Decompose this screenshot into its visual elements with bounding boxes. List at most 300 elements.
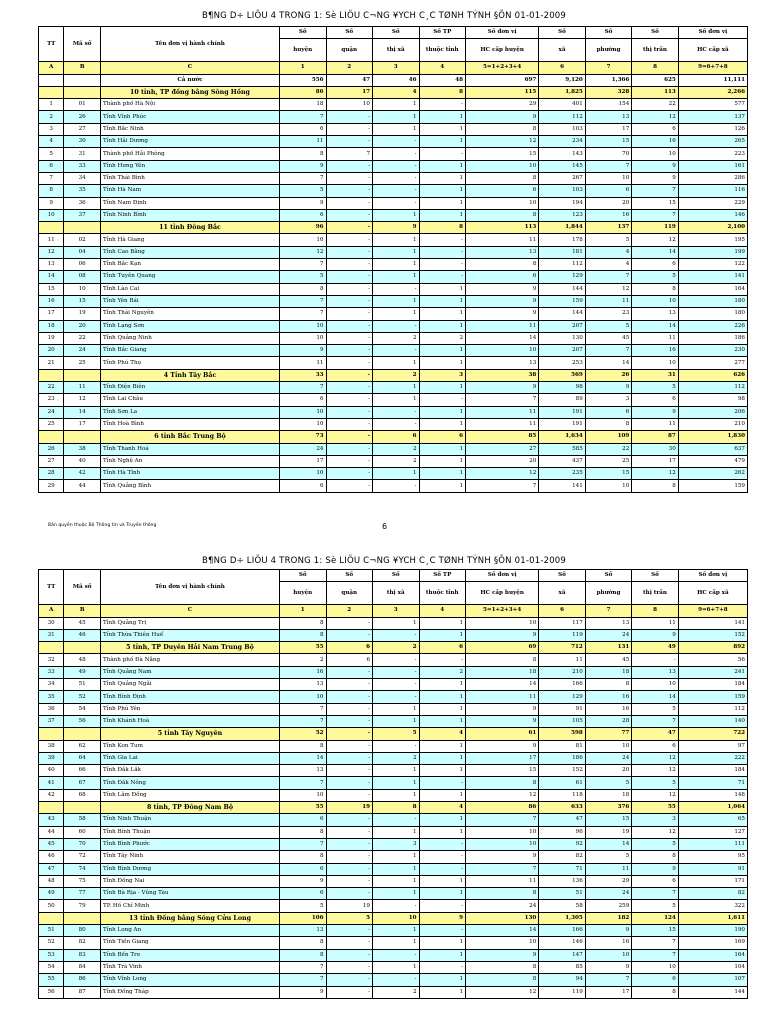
- cell-value: 15: [632, 197, 679, 209]
- cell-value: 1: [373, 394, 420, 406]
- cell-value: 712: [539, 642, 586, 654]
- cell-value: 14: [280, 752, 327, 764]
- cell-value: -: [326, 703, 373, 715]
- table-row: [39, 691, 748, 703]
- cell-value: 11: [585, 295, 632, 307]
- cell-tt: 4: [39, 136, 64, 148]
- cell-value: 222: [678, 752, 747, 764]
- column-index: 8: [632, 605, 679, 617]
- cell-ten-don-vi: Tỉnh Lâm Đồng: [101, 789, 280, 801]
- cell-tt: 32: [39, 654, 64, 666]
- cell-value: 9: [466, 949, 539, 961]
- cell-value: -: [326, 937, 373, 949]
- cell-ten-don-vi: Tỉnh Lào Cai: [101, 283, 280, 295]
- cell-value: 8: [419, 86, 466, 98]
- cell-value: 18: [280, 99, 327, 111]
- cell-value: 45: [585, 654, 632, 666]
- cell-value: 98: [539, 382, 586, 394]
- table-row: [39, 136, 748, 148]
- cell-value: 145: [539, 160, 586, 172]
- cell-value: 144: [539, 308, 586, 320]
- cell-value: 1: [373, 271, 420, 283]
- cell-value: 24: [280, 443, 327, 455]
- cell-value: 13: [466, 357, 539, 369]
- cell-value: 10: [280, 691, 327, 703]
- cell-value: 154: [585, 99, 632, 111]
- cell-ma-so: 80: [64, 925, 101, 937]
- cell-value: 112: [539, 259, 586, 271]
- cell-value: 86: [466, 802, 539, 814]
- column-index: 9=6+7+8: [678, 62, 747, 74]
- cell-tt: 9: [39, 197, 64, 209]
- cell-value: 4: [373, 86, 420, 98]
- cell-tt: 3: [39, 123, 64, 135]
- table-row: [39, 715, 748, 727]
- cell-value: 14: [585, 838, 632, 850]
- table-row: [39, 925, 748, 937]
- cell-value: 141: [539, 480, 586, 492]
- cell-ten-don-vi: Tỉnh Sơn La: [101, 406, 280, 418]
- col-header-hc-cap-xa: HC cấp xã: [678, 39, 747, 62]
- cell-value: 51: [539, 888, 586, 900]
- cell-value: 29: [585, 875, 632, 887]
- cell-value: 5: [280, 271, 327, 283]
- cell-value: 262: [678, 468, 747, 480]
- cell-value: -: [326, 295, 373, 307]
- cell-value: 166: [539, 925, 586, 937]
- cell-value: -: [373, 283, 420, 295]
- col-header-so: Số: [585, 570, 632, 582]
- cell-value: 1: [419, 443, 466, 455]
- cell-ten-don-vi: Tỉnh Đắk Lắk: [101, 765, 280, 777]
- cell-value: 58: [539, 900, 586, 912]
- cell-value: 3: [632, 814, 679, 826]
- cell-value: 2,100: [678, 222, 747, 234]
- cell-value: -: [326, 320, 373, 332]
- cell-tt: [39, 728, 64, 740]
- cell-tt: 24: [39, 406, 64, 418]
- cell-value: -: [419, 863, 466, 875]
- cell-tt: 53: [39, 949, 64, 961]
- cell-tt: 1: [39, 99, 64, 111]
- cell-value: 15: [585, 468, 632, 480]
- cell-value: 105: [539, 715, 586, 727]
- cell-value: 2: [373, 455, 420, 467]
- cell-value: 191: [539, 418, 586, 430]
- cell-value: 1: [373, 209, 420, 221]
- cell-ten-don-vi: Tỉnh Hưng Yên: [101, 160, 280, 172]
- cell-value: 6: [280, 394, 327, 406]
- region-subtotal-row: [39, 369, 748, 381]
- cell-tt: 54: [39, 961, 64, 973]
- cell-value: 8: [280, 283, 327, 295]
- cell-value: 1: [373, 777, 420, 789]
- cell-value: 8: [280, 937, 327, 949]
- cell-ten-don-vi: Tỉnh Ninh Bình: [101, 209, 280, 221]
- cell-value: -: [373, 814, 420, 826]
- cell-value: -: [326, 617, 373, 629]
- cell-value: 1: [419, 752, 466, 764]
- cell-value: 1: [419, 765, 466, 777]
- table-row: [39, 480, 748, 492]
- cell-ma-so: [64, 642, 101, 654]
- cell-tt: 18: [39, 320, 64, 332]
- cell-value: 206: [678, 406, 747, 418]
- cell-value: 1: [373, 937, 420, 949]
- cell-value: 1,305: [539, 912, 586, 924]
- cell-value: 186: [678, 332, 747, 344]
- cell-value: 18: [585, 789, 632, 801]
- cell-value: 1,825: [539, 86, 586, 98]
- table-row: [39, 160, 748, 172]
- col-header-thuoc-tinh: thuộc tỉnh: [419, 39, 466, 62]
- col-header-so-tp: Số TP: [419, 27, 466, 39]
- cell-ten-don-vi: Tỉnh Vĩnh Phúc: [101, 111, 280, 123]
- cell-value: 10: [466, 345, 539, 357]
- cell-value: 5: [326, 912, 373, 924]
- cell-ma-so: 54: [64, 703, 101, 715]
- cell-value: 1: [373, 234, 420, 246]
- cell-value: 7: [280, 111, 327, 123]
- cell-value: 1: [419, 357, 466, 369]
- table-row: [39, 851, 748, 863]
- cell-value: -: [326, 418, 373, 430]
- table-row: [39, 666, 748, 678]
- col-header-ma-so: Mã số: [64, 570, 101, 605]
- cell-value: 97: [678, 740, 747, 752]
- cell-ma-so: 10: [64, 283, 101, 295]
- cell-value: 1: [373, 961, 420, 973]
- column-index-row: [39, 605, 748, 617]
- cell-value: 7: [632, 715, 679, 727]
- col-header-phuong: phường: [585, 39, 632, 62]
- cell-value: -: [326, 431, 373, 443]
- cell-value: -: [419, 394, 466, 406]
- cell-tt: 39: [39, 752, 64, 764]
- cell-value: -: [373, 654, 420, 666]
- cell-value: 55: [280, 802, 327, 814]
- cell-value: 7: [585, 974, 632, 986]
- col-header-so: Số: [326, 570, 373, 582]
- cell-value: 24: [585, 752, 632, 764]
- cell-value: 17: [585, 123, 632, 135]
- cell-value: 1: [419, 455, 466, 467]
- cell-value: 77: [585, 728, 632, 740]
- cell-value: 1: [419, 418, 466, 430]
- table-row: [39, 679, 748, 691]
- cell-value: -: [419, 851, 466, 863]
- cell-ma-so: 27: [64, 123, 101, 135]
- cell-value: 1: [419, 679, 466, 691]
- cell-value: 10: [466, 197, 539, 209]
- column-index: 9=6+7+8: [678, 605, 747, 617]
- table-row: [39, 382, 748, 394]
- cell-value: -: [326, 382, 373, 394]
- cell-value: 12: [585, 283, 632, 295]
- cell-value: 5: [632, 777, 679, 789]
- cell-value: -: [326, 666, 373, 678]
- cell-value: 11: [280, 136, 327, 148]
- col-header-tt: TT: [39, 570, 64, 605]
- table-row: [39, 826, 748, 838]
- cell-value: 5: [632, 900, 679, 912]
- cell-ten-don-vi: Tỉnh Điện Biên: [101, 382, 280, 394]
- cell-ten-don-vi: Tỉnh Quảng Trị: [101, 617, 280, 629]
- cell-value: 180: [678, 308, 747, 320]
- cell-ten-don-vi: Tỉnh Trà Vinh: [101, 961, 280, 973]
- cell-ma-so: 02: [64, 234, 101, 246]
- cell-value: 6: [585, 406, 632, 418]
- region-subtotal-row: [39, 642, 748, 654]
- cell-value: 1: [419, 111, 466, 123]
- cell-ten-don-vi: 13 tỉnh Đồng bằng Sông Cửu Long: [101, 912, 280, 924]
- cell-value: 55: [280, 642, 327, 654]
- cell-value: 15: [632, 925, 679, 937]
- column-index: 3: [373, 605, 420, 617]
- cell-ten-don-vi: Thành phố Hà Nội: [101, 99, 280, 111]
- cell-value: 7: [280, 295, 327, 307]
- cell-value: 10: [632, 357, 679, 369]
- cell-value: 6: [632, 123, 679, 135]
- cell-value: 9: [280, 197, 327, 209]
- cell-value: -: [326, 765, 373, 777]
- cell-value: 106: [280, 912, 327, 924]
- cell-value: 14: [632, 246, 679, 258]
- cell-value: -: [373, 679, 420, 691]
- table-row: [39, 185, 748, 197]
- column-index: 1: [280, 62, 327, 74]
- cell-value: 11: [280, 357, 327, 369]
- document-title: B¶NG D÷ LIÖU 4 TRONG 1: Sè LIÖU C¬NG ¥YCH C¸C TØNH TÝNH §ÕN 01-01-2009: [201, 11, 567, 21]
- cell-ma-so: 66: [64, 765, 101, 777]
- cell-value: 137: [678, 111, 747, 123]
- cell-ten-don-vi: Tỉnh Đồng Tháp: [101, 986, 280, 998]
- cell-value: 152: [539, 765, 586, 777]
- cell-value: 69: [466, 642, 539, 654]
- cell-value: 7: [632, 185, 679, 197]
- cell-value: -: [419, 925, 466, 937]
- cell-ten-don-vi: Tỉnh Thừa Thiên Huế: [101, 629, 280, 641]
- cell-value: 8: [632, 986, 679, 998]
- cell-tt: 40: [39, 765, 64, 777]
- cell-value: 9: [466, 629, 539, 641]
- col-header-so: Số: [373, 27, 420, 39]
- cell-value: 10: [280, 332, 327, 344]
- cell-value: 1: [373, 863, 420, 875]
- cell-tt: 48: [39, 875, 64, 887]
- cell-value: 7: [280, 838, 327, 850]
- cell-ma-so: 11: [64, 382, 101, 394]
- cell-value: 2: [373, 642, 420, 654]
- cell-ten-don-vi: Tỉnh Hà Tĩnh: [101, 468, 280, 480]
- cell-value: 184: [678, 679, 747, 691]
- table-row: [39, 259, 748, 271]
- cell-ten-don-vi: Tỉnh Thái Bình: [101, 172, 280, 184]
- cell-value: -: [326, 357, 373, 369]
- cell-value: 1,611: [678, 912, 747, 924]
- cell-value: 6: [632, 394, 679, 406]
- table-body-page-1: [39, 74, 748, 492]
- cell-tt: 36: [39, 703, 64, 715]
- cell-value: 1: [419, 185, 466, 197]
- cell-ten-don-vi: Tỉnh Bắc Ninh: [101, 123, 280, 135]
- cell-ten-don-vi: Tỉnh Hoà Bình: [101, 418, 280, 430]
- cell-value: 159: [678, 480, 747, 492]
- cell-value: 5: [280, 185, 327, 197]
- cell-value: 109: [585, 431, 632, 443]
- table-row: [39, 617, 748, 629]
- col-header-so: Số: [539, 27, 586, 39]
- cell-value: 7: [280, 172, 327, 184]
- cell-value: -: [373, 172, 420, 184]
- cell-value: -: [326, 209, 373, 221]
- cell-value: 12: [466, 468, 539, 480]
- cell-value: 7: [280, 308, 327, 320]
- cell-value: 1: [373, 703, 420, 715]
- cell-value: 1: [419, 209, 466, 221]
- table-row: [39, 148, 748, 160]
- table-row: [39, 394, 748, 406]
- cell-value: 1: [373, 875, 420, 887]
- cell-ten-don-vi: Tỉnh Kon Tum: [101, 740, 280, 752]
- cell-value: 8: [466, 123, 539, 135]
- cell-value: -: [326, 949, 373, 961]
- cell-value: 49: [632, 642, 679, 654]
- cell-value: 1: [419, 814, 466, 826]
- cell-ma-so: [64, 912, 101, 924]
- cell-ma-so: 49: [64, 666, 101, 678]
- cell-ma-so: 60: [64, 826, 101, 838]
- cell-value: 6: [373, 431, 420, 443]
- cell-value: 181: [539, 246, 586, 258]
- cell-value: 136: [539, 875, 586, 887]
- cell-tt: 31: [39, 629, 64, 641]
- cell-ma-so: 12: [64, 394, 101, 406]
- cell-value: 6: [280, 863, 327, 875]
- cell-value: 14: [632, 320, 679, 332]
- cell-tt: 12: [39, 246, 64, 258]
- cell-value: 152: [678, 629, 747, 641]
- cell-value: 286: [678, 172, 747, 184]
- cell-value: 87: [632, 431, 679, 443]
- col-header-so: Số: [585, 27, 632, 39]
- cell-value: 9: [632, 160, 679, 172]
- region-subtotal-row: [39, 431, 748, 443]
- table-row: [39, 629, 748, 641]
- cell-value: 9: [585, 382, 632, 394]
- cell-value: -: [419, 259, 466, 271]
- cell-value: -: [326, 814, 373, 826]
- cell-value: 7: [585, 160, 632, 172]
- cell-value: 107: [678, 974, 747, 986]
- cell-value: 259: [585, 900, 632, 912]
- cell-value: 1: [419, 468, 466, 480]
- cell-value: -: [373, 418, 420, 430]
- col-header-quan: quận: [326, 582, 373, 605]
- cell-ten-don-vi: Tỉnh Tuyên Quang: [101, 271, 280, 283]
- cell-ma-so: 01: [64, 99, 101, 111]
- cell-ten-don-vi: Tỉnh Bình Phước: [101, 838, 280, 850]
- cell-ten-don-vi: Tỉnh Yên Bái: [101, 295, 280, 307]
- cell-ten-don-vi: Tỉnh Cao Bằng: [101, 246, 280, 258]
- cell-value: 6: [326, 642, 373, 654]
- cell-value: 6: [632, 974, 679, 986]
- col-header-so: Số: [539, 570, 586, 582]
- cell-value: 8: [585, 679, 632, 691]
- page-number: 6: [382, 522, 388, 531]
- col-header-so: Số: [326, 27, 373, 39]
- cell-tt: 16: [39, 295, 64, 307]
- cell-value: 5: [632, 382, 679, 394]
- cell-value: 17: [585, 986, 632, 998]
- cell-value: 17: [466, 752, 539, 764]
- cell-ma-so: 15: [64, 295, 101, 307]
- cell-value: 1: [373, 382, 420, 394]
- cell-value: 6: [280, 480, 327, 492]
- cell-value: 722: [678, 728, 747, 740]
- cell-value: 6: [280, 814, 327, 826]
- cell-value: 12: [466, 136, 539, 148]
- cell-value: -: [326, 752, 373, 764]
- column-index: 2: [326, 62, 373, 74]
- cell-value: 169: [678, 937, 747, 949]
- cell-ma-so: 79: [64, 900, 101, 912]
- cell-value: 14: [466, 925, 539, 937]
- cell-value: -: [373, 740, 420, 752]
- cell-value: -: [419, 271, 466, 283]
- cell-value: 2: [373, 986, 420, 998]
- cell-value: -: [326, 715, 373, 727]
- cell-value: 8: [632, 480, 679, 492]
- cell-value: 1: [419, 789, 466, 801]
- cell-value: 2: [419, 666, 466, 678]
- cell-value: 210: [539, 666, 586, 678]
- column-index: 8: [632, 62, 679, 74]
- table-row: [39, 888, 748, 900]
- cell-value: 6: [419, 642, 466, 654]
- cell-value: 1: [419, 715, 466, 727]
- cell-value: 7: [585, 271, 632, 283]
- cell-value: 7: [280, 703, 327, 715]
- cell-value: 112: [678, 703, 747, 715]
- cell-value: 190: [678, 925, 747, 937]
- cell-value: 7: [280, 961, 327, 973]
- cell-value: 2: [419, 332, 466, 344]
- copyright-note: Bản quyền thuộc Bộ Thông tin và Truyền thông: [48, 523, 157, 528]
- cell-value: 71: [678, 777, 747, 789]
- cell-value: -: [326, 875, 373, 887]
- cell-value: 98: [678, 394, 747, 406]
- cell-value: -: [419, 99, 466, 111]
- cell-value: 328: [585, 86, 632, 98]
- cell-value: 1,634: [539, 431, 586, 443]
- cell-value: 8: [632, 283, 679, 295]
- cell-value: -: [326, 679, 373, 691]
- cell-value: 13: [632, 308, 679, 320]
- col-header-thi-xa: thị xã: [373, 582, 420, 605]
- cell-value: 89: [539, 394, 586, 406]
- cell-tt: 43: [39, 814, 64, 826]
- cell-ma-so: 19: [64, 308, 101, 320]
- cell-ma-so: [64, 222, 101, 234]
- cell-ten-don-vi: Tỉnh Ninh Thuận: [101, 814, 280, 826]
- cell-value: 5: [585, 777, 632, 789]
- cell-value: 1: [373, 99, 420, 111]
- table-row: [39, 789, 748, 801]
- cell-value: 148: [678, 789, 747, 801]
- cell-value: 144: [539, 283, 586, 295]
- cell-ma-so: 36: [64, 197, 101, 209]
